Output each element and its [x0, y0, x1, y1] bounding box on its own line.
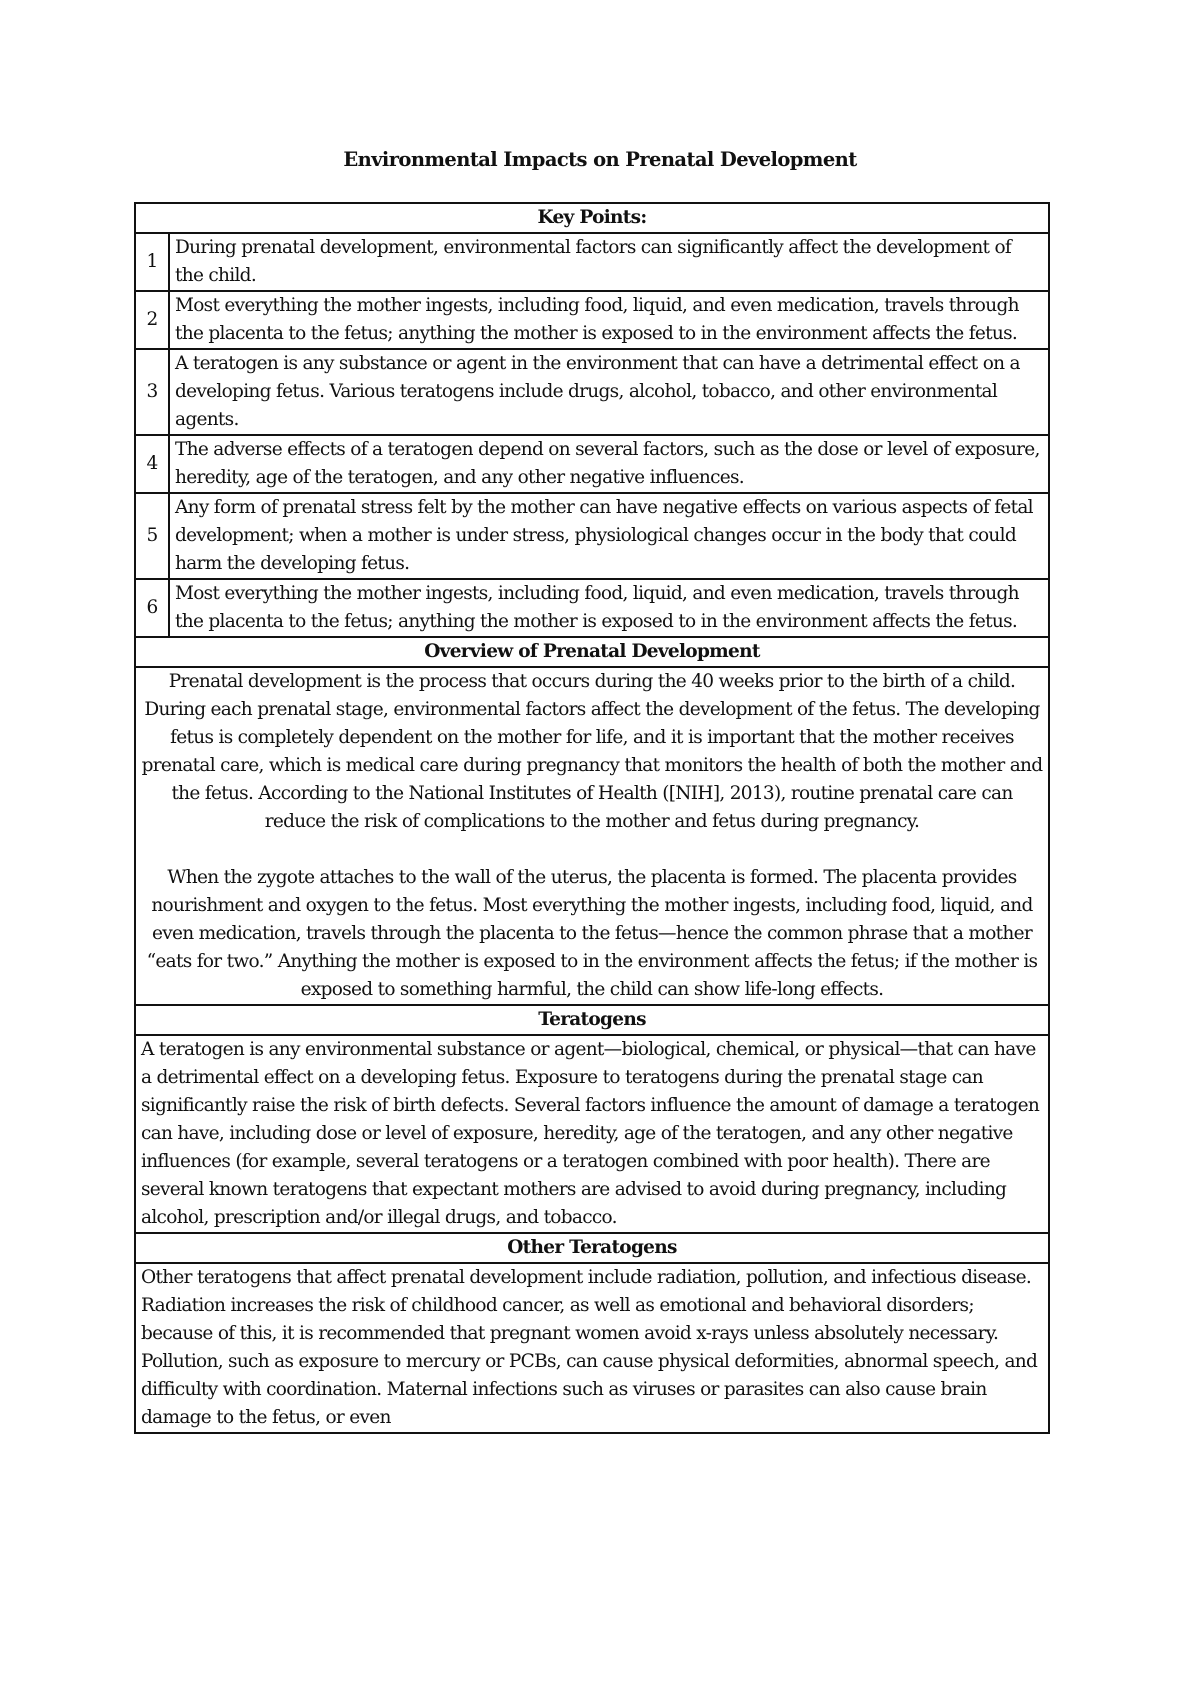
key-point-text: A teratogen is any substance or agent in the environment that can have a detrimental effect on a developing fetus. Various teratogens include drugs, alcohol, tobacco, and other environmental agents. — [169, 349, 1049, 435]
overview-body-row — [135, 667, 1049, 1005]
other-teratogens-body-row — [135, 1263, 1049, 1433]
key-point-number: 4 — [135, 435, 169, 493]
other-teratogens-header-row — [135, 1233, 1049, 1263]
key-point-text: Most everything the mother ingests, including food, liquid, and even medication, travels through the placenta to the fetus; anything the mother is exposed to in the environment affects the fetus. — [169, 291, 1049, 349]
key-point-text: Most everything the mother ingests, including food, liquid, and even medication, travels through the placenta to the fetus; anything the mother is exposed to in the environment affects the fetus. — [169, 579, 1049, 637]
key-points-header-row — [135, 203, 1049, 233]
key-point-text: During prenatal development, environmental factors can significantly affect the development of the child. — [169, 233, 1049, 291]
key-point-row — [135, 291, 1049, 349]
key-points-heading: Key Points: — [135, 203, 1049, 233]
key-point-number: 6 — [135, 579, 169, 637]
overview-heading: Overview of Prenatal Development — [135, 637, 1049, 667]
overview-header-row — [135, 637, 1049, 667]
other-teratogens-heading: Other Teratogens — [135, 1233, 1049, 1263]
key-point-row — [135, 435, 1049, 493]
key-point-number: 2 — [135, 291, 169, 349]
key-point-number: 5 — [135, 493, 169, 579]
overview-paragraph-1: Prenatal development is the process that occurs during the 40 weeks prior to the birth of a child. During each prenatal stage, environmental factors affect the development of the fetus. The developing fetus is completely dependent on the mother for life, and it is important that the mother receives prenatal care, which is medical care during pregnancy that monitors the health of both the mother and the fetus. According to the National Institutes of Health ([NIH], 2013), routine prenatal care can reduce the risk of complications to the mother and fetus during pregnancy. — [141, 671, 1043, 832]
content-table — [134, 202, 1050, 1434]
teratogens-body-row — [135, 1035, 1049, 1233]
key-point-row — [135, 349, 1049, 435]
teratogens-body: A teratogen is any environmental substance or agent—biological, chemical, or physical—that can have a detrimental effect on a developing fetus. Exposure to teratogens during the prenatal stage can significantly raise the risk of birth defects. Several factors influence the amount of damage a teratogen can have, including dose or level of exposure, heredity, age of the teratogen, and any other negative influences (for example, several teratogens or a teratogen combined with poor health). There are several known teratogens that expectant mothers are advised to avoid during pregnancy, including alcohol, prescription and/or illegal drugs, and tobacco. — [135, 1035, 1049, 1233]
other-teratogens-body: Other teratogens that affect prenatal development include radiation, pollution, and infectious disease. Radiation increases the risk of childhood cancer, as well as emotional and behavioral disorders; because of this, it is recommended that pregnant women avoid x-rays unless absolutely necessary. Pollution, such as exposure to mercury or PCBs, can cause physical deformities, abnormal speech, and difficulty with coordination. Maternal infections such as viruses or parasites can also cause brain damage to the fetus, or even — [135, 1263, 1049, 1433]
key-point-number: 3 — [135, 349, 169, 435]
overview-body — [135, 667, 1049, 1005]
key-point-number: 1 — [135, 233, 169, 291]
teratogens-header-row — [135, 1005, 1049, 1035]
paragraph-spacer — [141, 836, 1043, 864]
key-point-row — [135, 233, 1049, 291]
key-point-row — [135, 493, 1049, 579]
page-title: Environmental Impacts on Prenatal Development — [343, 148, 857, 171]
key-point-text: The adverse effects of a teratogen depend on several factors, such as the dose or level of exposure, heredity, age of the teratogen, and any other negative influences. — [169, 435, 1049, 493]
teratogens-heading: Teratogens — [135, 1005, 1049, 1035]
key-point-row — [135, 579, 1049, 637]
overview-paragraph-2: When the zygote attaches to the wall of the uterus, the placenta is formed. The placenta provides nourishment and oxygen to the fetus. Most everything the mother ingests, including food, liquid, and even medication, travels through the placenta to the fetus—hence the common phrase that a mother “eats for two.” Anything the mother is exposed to in the environment affects the fetus; if the mother is exposed to something harmful, the child can show life-long effects. — [146, 867, 1038, 1000]
key-point-text: Any form of prenatal stress felt by the mother can have negative effects on various aspects of fetal development; when a mother is under stress, physiological changes occur in the body that could harm the developing fetus. — [169, 493, 1049, 579]
